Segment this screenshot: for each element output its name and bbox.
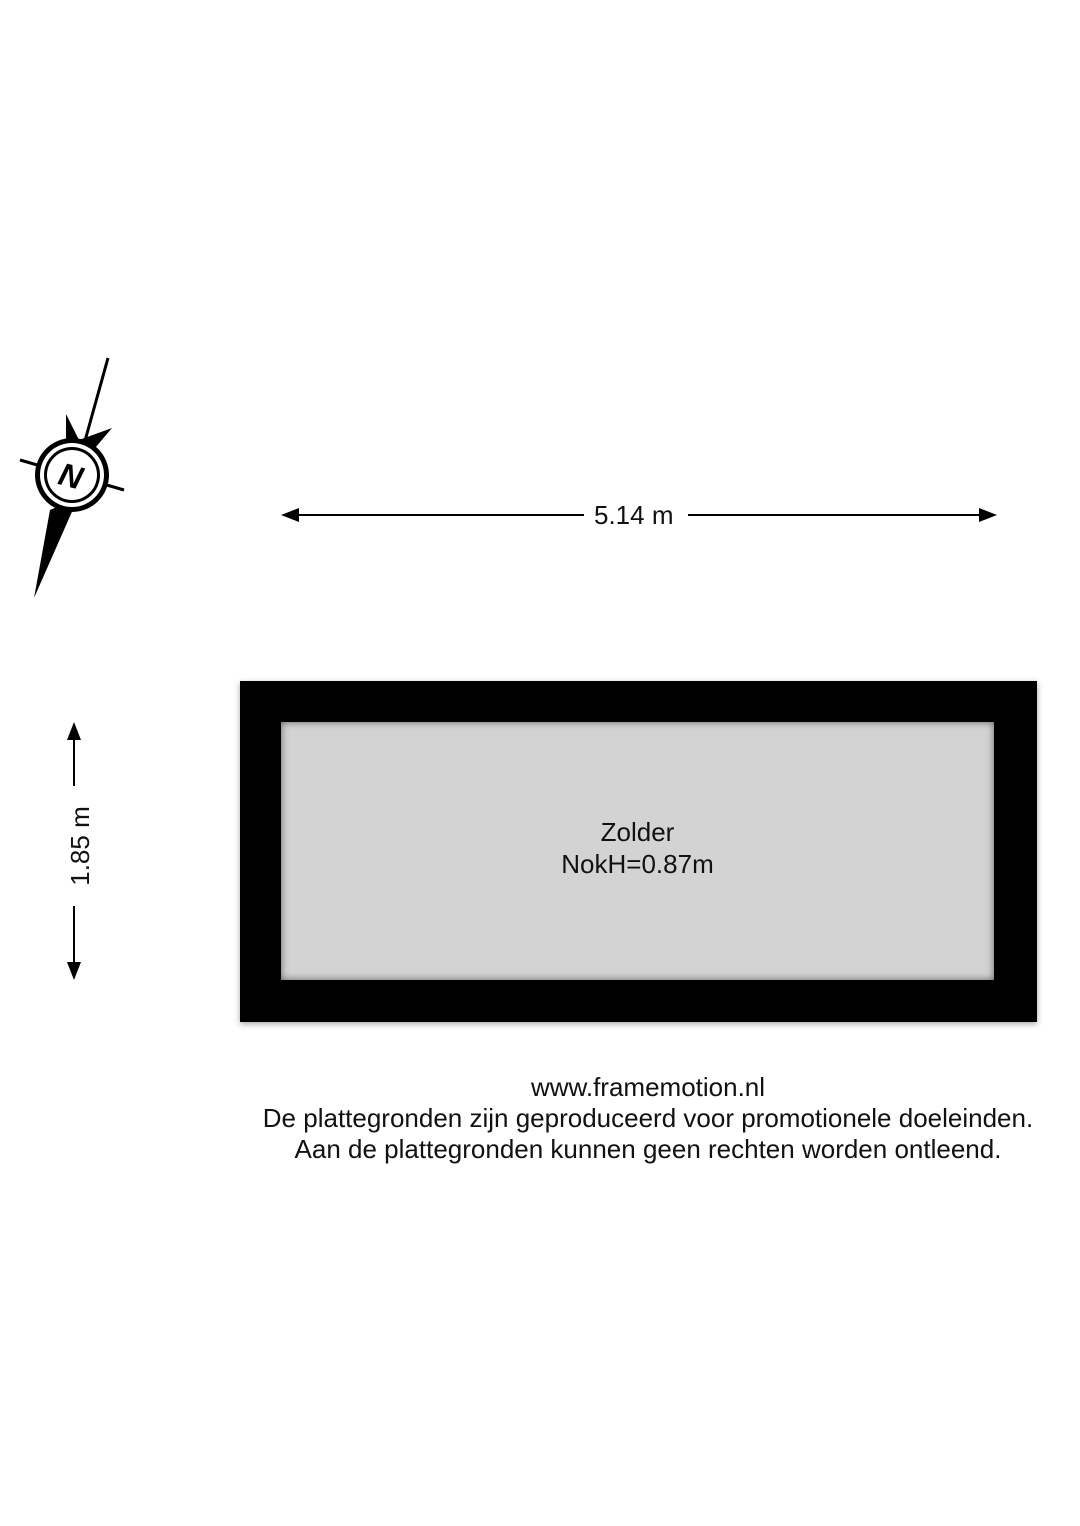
room-label	[281, 816, 994, 880]
footer-website: www.framemotion.nl	[530, 1072, 766, 1102]
width-arrow-left-icon	[281, 508, 299, 522]
footer	[200, 1072, 1080, 1165]
height-arrow-bottom-icon	[67, 962, 81, 980]
width-dimension-label: 5.14 m	[588, 500, 680, 530]
height-dimension-label: 1.85 m	[65, 786, 95, 906]
room-floor	[281, 722, 994, 980]
height-arrow-top-icon	[67, 722, 81, 740]
compass-letter: N	[54, 455, 87, 497]
room-name: Zolder	[600, 817, 675, 847]
room-walls	[240, 681, 1037, 1022]
room-ridge-height: NokH=0.87m	[561, 849, 714, 879]
footer-disclaimer-line2: Aan de plattegronden kunnen geen rechten worden ontleend.	[294, 1134, 1002, 1164]
footer-disclaimer-line1: De plattegronden zijn geproduceerd voor promotionele doeleinden.	[262, 1103, 1034, 1133]
width-arrow-right-icon	[979, 508, 997, 522]
